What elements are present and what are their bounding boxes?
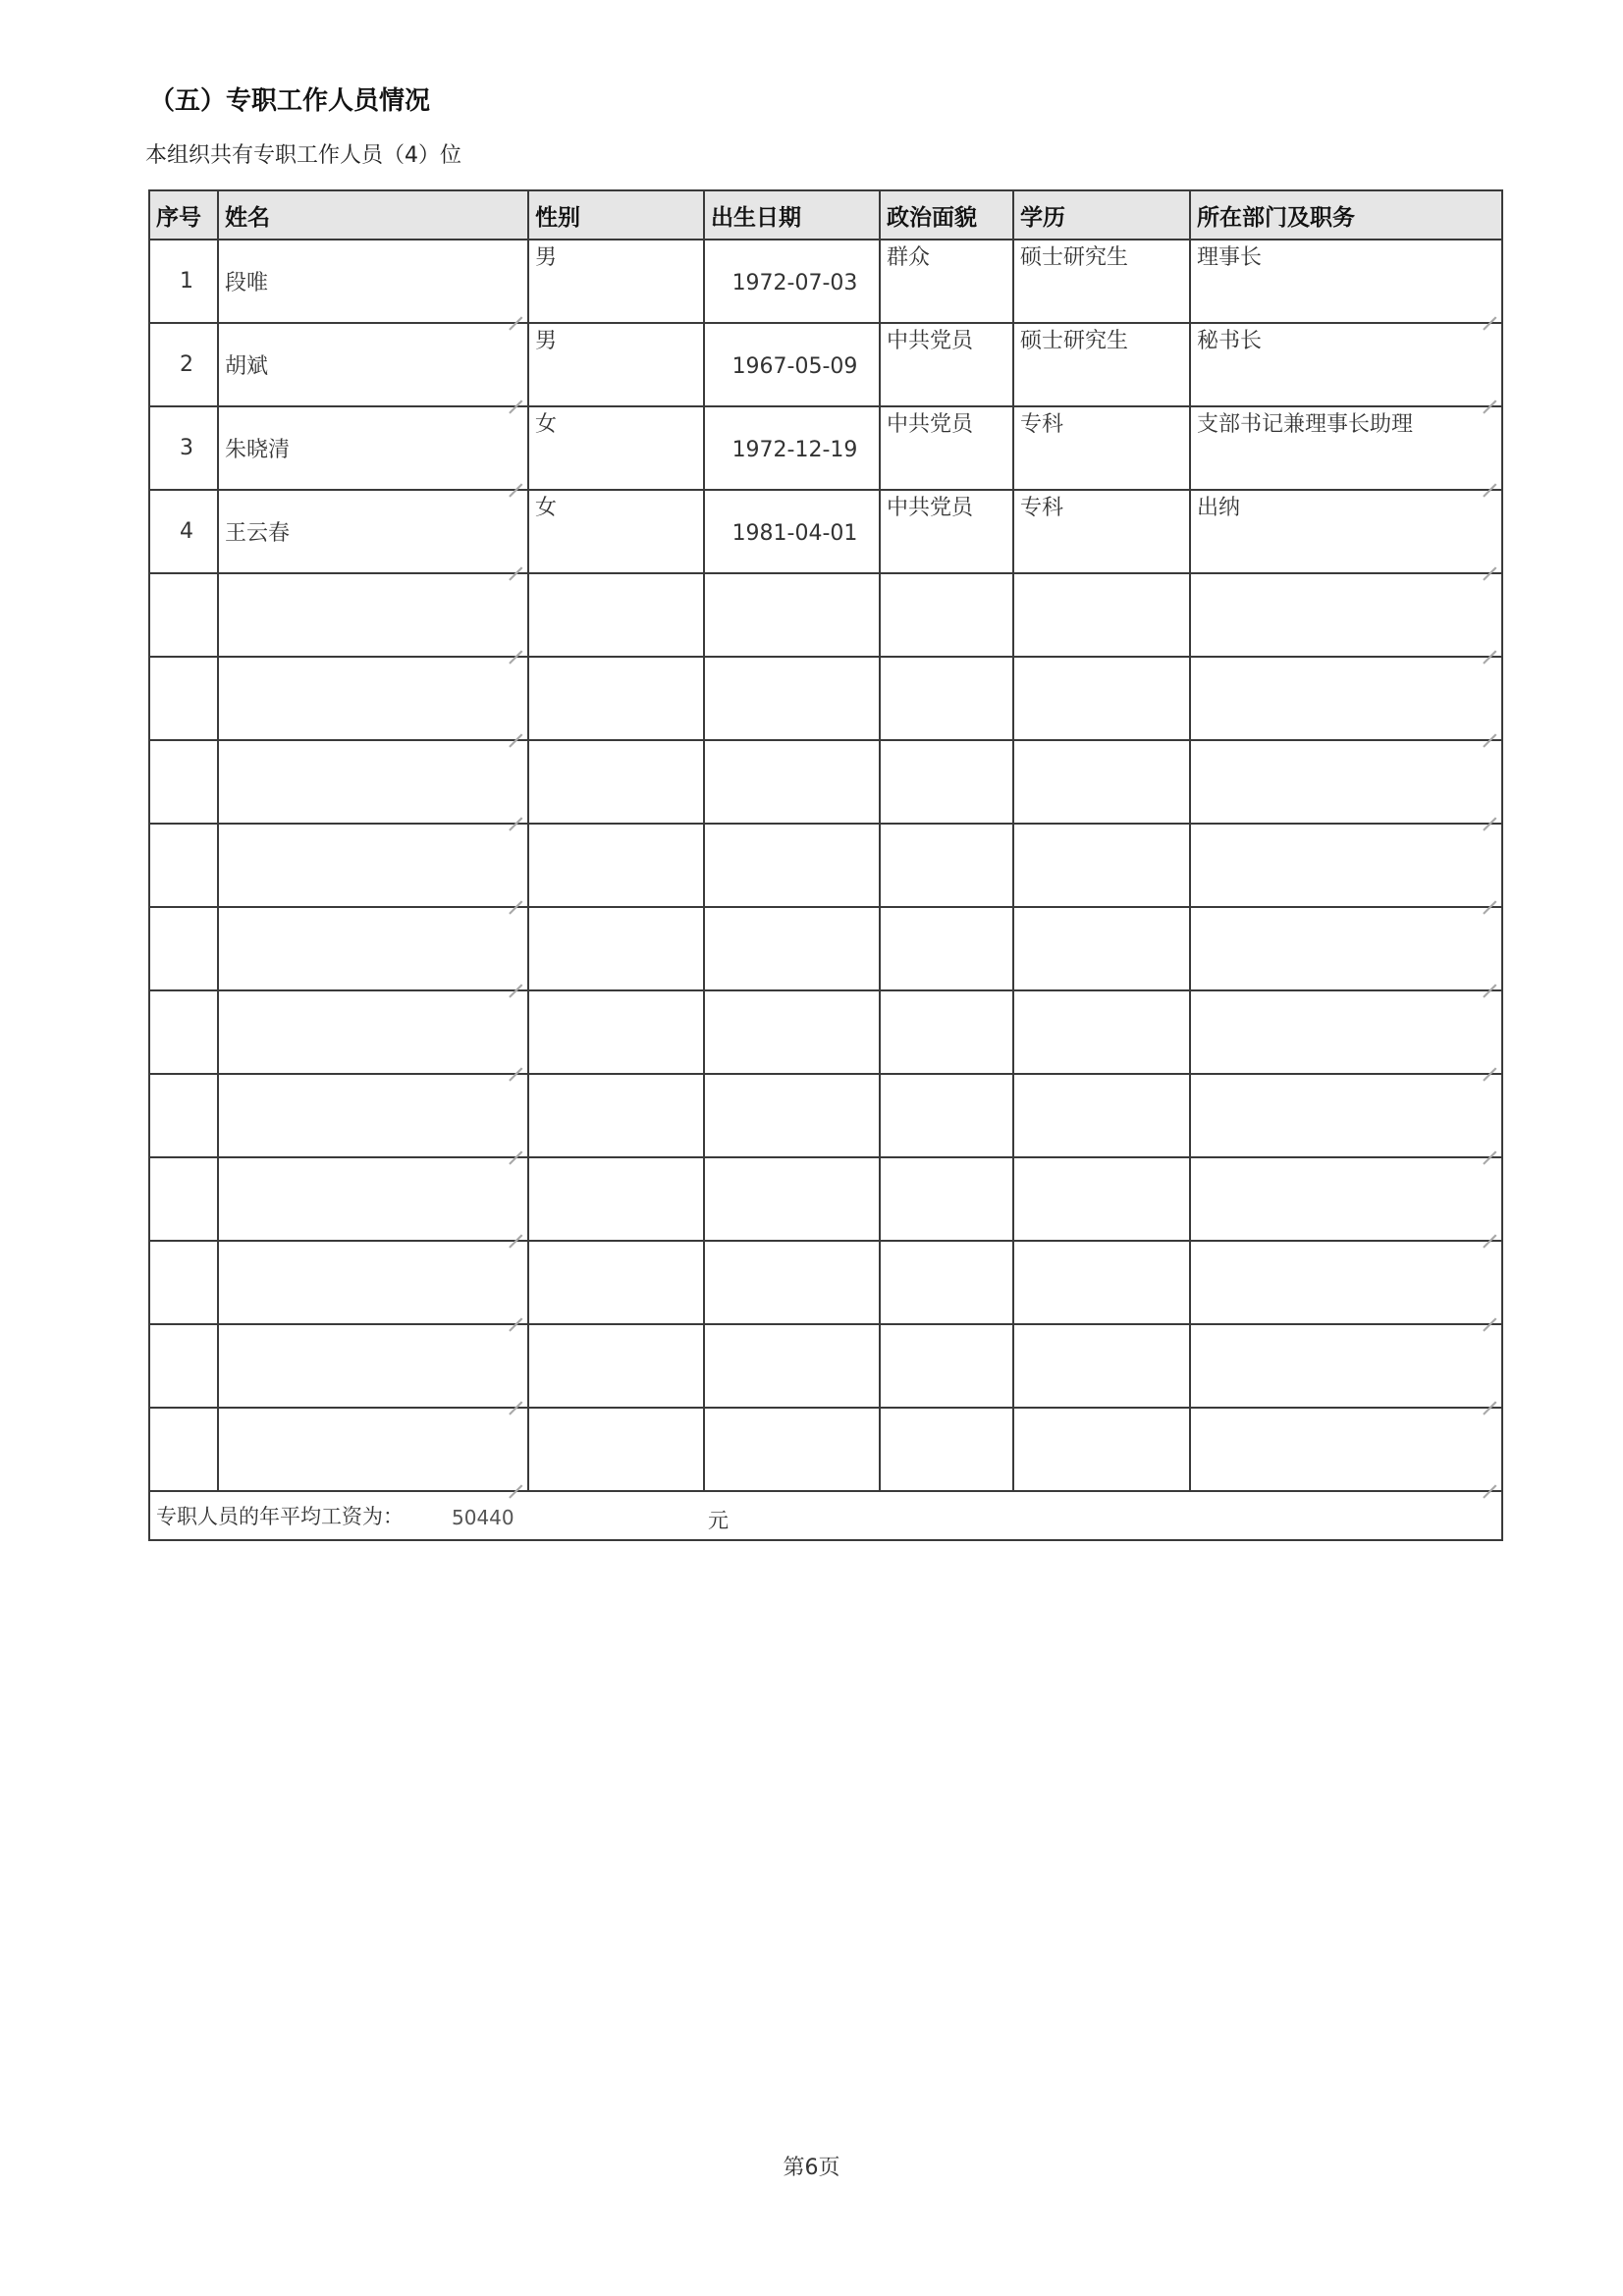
cell-political-status[interactable]	[880, 990, 1013, 1074]
cell-name-text: 朱晓清	[225, 438, 291, 462]
resize-handle-icon[interactable]	[1483, 1471, 1496, 1485]
cell-education[interactable]	[1013, 1074, 1190, 1157]
resize-handle-icon[interactable]	[509, 1054, 522, 1068]
cell-index	[149, 240, 218, 323]
section-title: （五）专职工作人员情况	[149, 86, 431, 116]
cell-gender[interactable]	[528, 1157, 704, 1241]
cell-index	[149, 1241, 218, 1324]
resize-handle-icon[interactable]	[509, 887, 522, 901]
cell-index	[149, 323, 218, 406]
cell-index	[149, 907, 218, 990]
cell-birth-date[interactable]	[704, 573, 880, 657]
cell-political-status[interactable]	[880, 490, 1013, 573]
cell-political-status-text: 中共党员	[887, 412, 974, 437]
cell-index	[149, 990, 218, 1074]
cell-gender[interactable]	[528, 573, 704, 657]
page-number: 第6页	[783, 2156, 840, 2180]
cell-birth-date[interactable]	[704, 824, 880, 907]
cell-gender[interactable]	[528, 907, 704, 990]
table-row-empty	[149, 1241, 1502, 1324]
cell-department-position[interactable]	[1190, 1241, 1502, 1324]
cell-gender[interactable]	[528, 1074, 704, 1157]
cell-gender[interactable]	[528, 1241, 704, 1324]
cell-department-position[interactable]	[1190, 323, 1502, 406]
cell-gender-text: 男	[535, 329, 558, 353]
cell-index	[149, 740, 218, 824]
cell-department-position-text: 理事长	[1197, 245, 1263, 270]
cell-name[interactable]	[218, 1074, 528, 1157]
table-row-empty	[149, 657, 1502, 740]
cell-political-status[interactable]	[880, 824, 1013, 907]
table-row	[149, 323, 1502, 406]
resize-handle-icon[interactable]	[509, 1221, 522, 1235]
header-department-position: 所在部门及职务	[1190, 190, 1502, 240]
cell-gender[interactable]	[528, 406, 704, 490]
cell-political-status-text: 中共党员	[887, 496, 974, 520]
cell-education-text: 硕士研究生	[1020, 245, 1129, 270]
resize-handle-icon[interactable]	[1483, 470, 1496, 484]
table-row-empty	[149, 740, 1502, 824]
cell-index	[149, 490, 218, 573]
cell-education-text: 硕士研究生	[1020, 329, 1129, 353]
cell-name[interactable]	[218, 406, 528, 490]
resize-handle-icon[interactable]	[1483, 554, 1496, 567]
cell-education[interactable]	[1013, 406, 1190, 490]
header-name: 姓名	[218, 190, 528, 240]
resize-handle-icon[interactable]	[1483, 971, 1496, 985]
table-row-empty	[149, 990, 1502, 1074]
cell-birth-date-text: 1981-04-01	[731, 521, 858, 546]
table-row	[149, 240, 1502, 323]
cell-name[interactable]	[218, 573, 528, 657]
resize-handle-icon[interactable]	[509, 1138, 522, 1151]
cell-birth-date[interactable]	[704, 1157, 880, 1241]
cell-index	[149, 824, 218, 907]
cell-education[interactable]	[1013, 990, 1190, 1074]
cell-education[interactable]	[1013, 573, 1190, 657]
resize-handle-icon[interactable]	[509, 1305, 522, 1318]
resize-handle-icon[interactable]	[509, 637, 522, 651]
table-header-row	[149, 190, 1502, 240]
cell-index	[149, 1074, 218, 1157]
cell-education[interactable]	[1013, 240, 1190, 323]
cell-gender-text: 女	[535, 496, 558, 520]
cell-education[interactable]	[1013, 323, 1190, 406]
cell-political-status[interactable]	[880, 740, 1013, 824]
cell-birth-date[interactable]	[704, 1408, 880, 1491]
cell-gender[interactable]	[528, 323, 704, 406]
cell-birth-date[interactable]	[704, 240, 880, 323]
cell-education-text: 专科	[1020, 412, 1064, 437]
cell-department-position-text: 秘书长	[1197, 329, 1263, 353]
staff-count-line: 本组织共有专职工作人员（4）位	[145, 143, 461, 168]
header-index: 序号	[149, 190, 218, 240]
cell-name-text: 胡斌	[225, 354, 269, 379]
table-row	[149, 490, 1502, 573]
cell-birth-date[interactable]	[704, 1324, 880, 1408]
cell-index-text: 1	[180, 269, 193, 294]
resize-handle-icon[interactable]	[509, 721, 522, 734]
header-birth-date: 出生日期	[704, 190, 880, 240]
cell-department-position[interactable]	[1190, 406, 1502, 490]
table-row-empty	[149, 573, 1502, 657]
cell-gender[interactable]	[528, 240, 704, 323]
cell-index-text: 4	[180, 519, 193, 544]
cell-name[interactable]	[218, 907, 528, 990]
cell-birth-date[interactable]	[704, 1074, 880, 1157]
cell-department-position[interactable]	[1190, 240, 1502, 323]
cell-department-position[interactable]	[1190, 907, 1502, 990]
cell-education[interactable]	[1013, 740, 1190, 824]
table-row-empty	[149, 1157, 1502, 1241]
cell-birth-date[interactable]	[704, 406, 880, 490]
cell-political-status[interactable]	[880, 573, 1013, 657]
resize-handle-icon[interactable]	[509, 303, 522, 317]
avg-salary-unit: 元	[708, 1509, 729, 1532]
cell-index	[149, 573, 218, 657]
cell-name[interactable]	[218, 1157, 528, 1241]
cell-index	[149, 1324, 218, 1408]
resize-handle-icon[interactable]	[509, 1388, 522, 1402]
resize-handle-icon[interactable]	[1483, 721, 1496, 734]
cell-department-position[interactable]	[1190, 490, 1502, 573]
cell-education[interactable]	[1013, 1324, 1190, 1408]
table-row-empty	[149, 1074, 1502, 1157]
cell-department-position[interactable]	[1190, 1157, 1502, 1241]
cell-birth-date[interactable]	[704, 323, 880, 406]
cell-education[interactable]	[1013, 1157, 1190, 1241]
cell-political-status[interactable]	[880, 907, 1013, 990]
resize-handle-icon[interactable]	[1483, 804, 1496, 818]
cell-index	[149, 406, 218, 490]
footer-row	[149, 1491, 1502, 1540]
resize-handle-icon[interactable]	[1483, 1388, 1496, 1402]
table-row-empty	[149, 1324, 1502, 1408]
header-education: 学历	[1013, 190, 1190, 240]
cell-name-text: 段唯	[225, 271, 269, 295]
table-row-empty	[149, 1408, 1502, 1491]
cell-department-position-text: 支部书记兼理事长助理	[1197, 412, 1414, 437]
cell-political-status[interactable]	[880, 1241, 1013, 1324]
cell-birth-date-text: 1967-05-09	[731, 354, 858, 379]
resize-handle-icon[interactable]	[1483, 637, 1496, 651]
table-row	[149, 406, 1502, 490]
cell-index-text: 2	[180, 352, 193, 377]
cell-education[interactable]	[1013, 824, 1190, 907]
cell-department-position[interactable]	[1190, 1074, 1502, 1157]
cell-political-status[interactable]	[880, 1074, 1013, 1157]
cell-birth-date-text: 1972-12-19	[731, 438, 858, 462]
cell-name[interactable]	[218, 657, 528, 740]
cell-name[interactable]	[218, 490, 528, 573]
cell-birth-date[interactable]	[704, 907, 880, 990]
cell-gender[interactable]	[528, 657, 704, 740]
cell-political-status[interactable]	[880, 657, 1013, 740]
cell-index	[149, 1157, 218, 1241]
cell-education[interactable]	[1013, 1408, 1190, 1491]
cell-name[interactable]	[218, 990, 528, 1074]
cell-gender[interactable]	[528, 740, 704, 824]
resize-handle-icon[interactable]	[1483, 887, 1496, 901]
cell-gender-text: 男	[535, 245, 558, 270]
cell-political-status[interactable]	[880, 406, 1013, 490]
cell-education[interactable]	[1013, 907, 1190, 990]
cell-gender-text: 女	[535, 412, 558, 437]
cell-education-text: 专科	[1020, 496, 1064, 520]
cell-political-status[interactable]	[880, 1157, 1013, 1241]
table-row-empty	[149, 824, 1502, 907]
cell-political-status[interactable]	[880, 240, 1013, 323]
avg-salary-cell	[149, 1491, 1502, 1540]
cell-name[interactable]	[218, 740, 528, 824]
cell-name[interactable]	[218, 824, 528, 907]
cell-political-status[interactable]	[880, 323, 1013, 406]
cell-political-status-text: 中共党员	[887, 329, 974, 353]
avg-salary-label: 专职人员的年平均工资为：	[156, 1505, 404, 1528]
cell-name[interactable]	[218, 240, 528, 323]
cell-department-position[interactable]	[1190, 1408, 1502, 1491]
resize-handle-icon[interactable]	[1483, 1138, 1496, 1151]
cell-name[interactable]	[218, 1324, 528, 1408]
cell-birth-date[interactable]	[704, 657, 880, 740]
cell-name[interactable]	[218, 1241, 528, 1324]
cell-political-status[interactable]	[880, 1324, 1013, 1408]
avg-salary-value[interactable]: 50440	[452, 1506, 514, 1529]
cell-education[interactable]	[1013, 490, 1190, 573]
cell-political-status[interactable]	[880, 1408, 1013, 1491]
cell-department-position[interactable]	[1190, 1324, 1502, 1408]
cell-index-text: 3	[180, 436, 193, 460]
cell-gender[interactable]	[528, 1408, 704, 1491]
cell-birth-date[interactable]	[704, 1241, 880, 1324]
resize-handle-icon[interactable]	[509, 1471, 522, 1485]
resize-handle-icon[interactable]	[509, 470, 522, 484]
cell-birth-date[interactable]	[704, 990, 880, 1074]
cell-birth-date[interactable]	[704, 740, 880, 824]
resize-handle-icon[interactable]	[1483, 1054, 1496, 1068]
cell-gender[interactable]	[528, 990, 704, 1074]
cell-gender[interactable]	[528, 490, 704, 573]
cell-department-position[interactable]	[1190, 990, 1502, 1074]
resize-handle-icon[interactable]	[509, 387, 522, 400]
cell-index	[149, 657, 218, 740]
cell-index	[149, 1408, 218, 1491]
cell-department-position[interactable]	[1190, 740, 1502, 824]
cell-birth-date[interactable]	[704, 490, 880, 573]
header-political-status: 政治面貌	[880, 190, 1013, 240]
table-row-empty	[149, 907, 1502, 990]
cell-gender[interactable]	[528, 1324, 704, 1408]
staff-table	[148, 189, 1503, 1541]
cell-education[interactable]	[1013, 657, 1190, 740]
resize-handle-icon[interactable]	[1483, 1305, 1496, 1318]
cell-department-position-text: 出纳	[1197, 496, 1241, 520]
cell-gender[interactable]	[528, 824, 704, 907]
resize-handle-icon[interactable]	[1483, 303, 1496, 317]
cell-political-status-text: 群众	[887, 245, 931, 270]
cell-department-position[interactable]	[1190, 573, 1502, 657]
header-gender: 性别	[528, 190, 704, 240]
resize-handle-icon[interactable]	[1483, 387, 1496, 400]
cell-name-text: 王云春	[225, 521, 291, 546]
cell-name[interactable]	[218, 323, 528, 406]
cell-birth-date-text: 1972-07-03	[731, 271, 858, 295]
table-body	[149, 240, 1502, 1491]
resize-handle-icon[interactable]	[509, 554, 522, 567]
cell-department-position[interactable]	[1190, 824, 1502, 907]
resize-handle-icon[interactable]	[509, 804, 522, 818]
resize-handle-icon[interactable]	[509, 971, 522, 985]
cell-department-position[interactable]	[1190, 657, 1502, 740]
cell-education[interactable]	[1013, 1241, 1190, 1324]
resize-handle-icon[interactable]	[1483, 1221, 1496, 1235]
cell-name[interactable]	[218, 1408, 528, 1491]
